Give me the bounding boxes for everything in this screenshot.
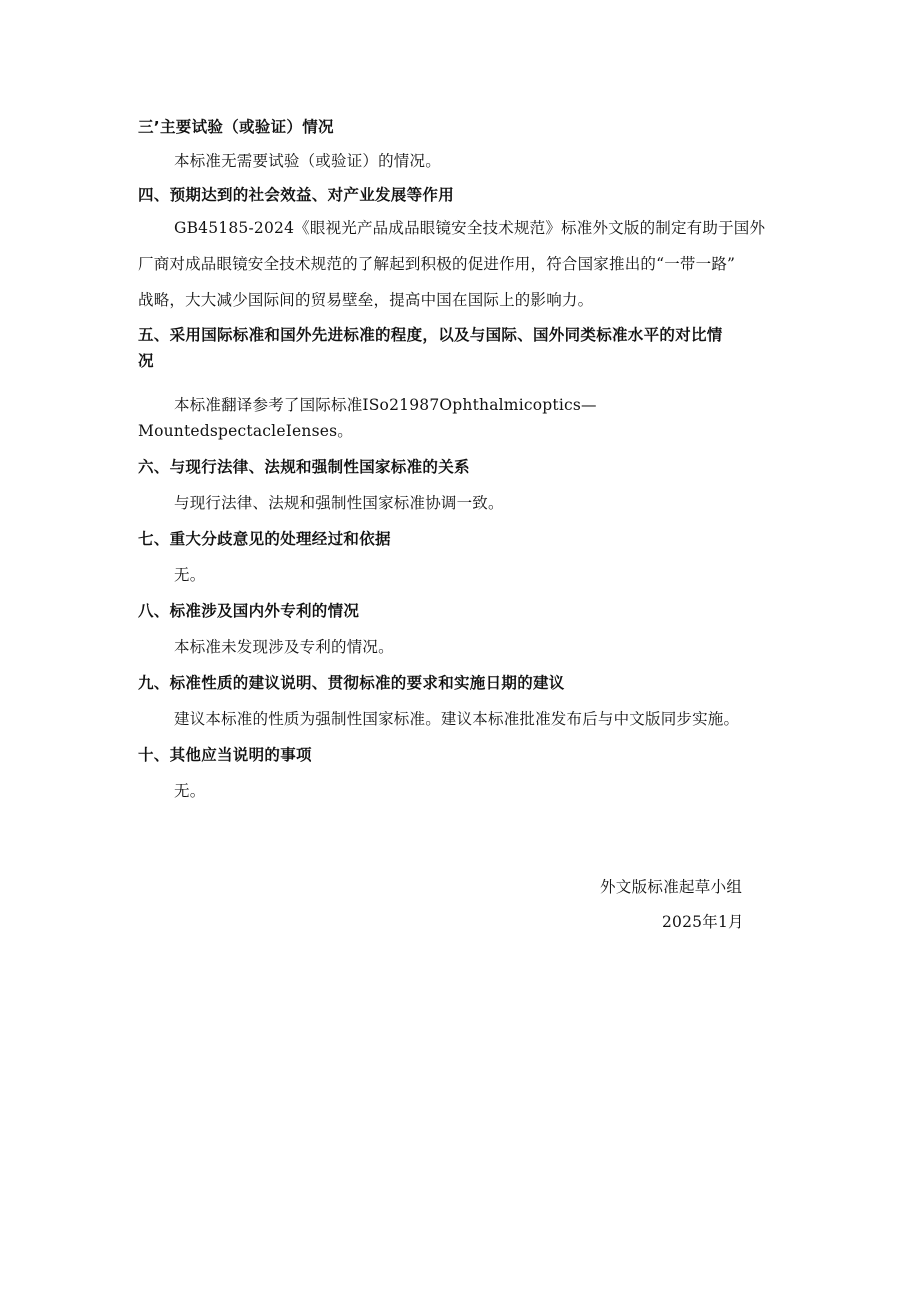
section-body-5: 本标准翻译参考了国际标准ISo21987Ophthalmicoptics—MountedspectacleIenses。 [138, 396, 597, 440]
section-3 [138, 114, 798, 174]
section-6 [138, 454, 798, 516]
section-4 [138, 182, 798, 318]
section-body-3: 本标准无需要试验（或验证）的情况。 [174, 152, 441, 170]
section-heading-4: 四、预期达到的社会效益、对产业发展等作用 [138, 186, 455, 204]
section-body-10: 无。 [174, 782, 206, 800]
section-8 [138, 598, 798, 660]
section-heading-5-line-2: 况 [138, 352, 154, 370]
section-heading-5-line-1: 五、采用国际标准和国外先进标准的程度，以及与国际、国外同类标准水平的对比情 [138, 326, 723, 344]
document-date: 2025年1月 [662, 913, 744, 931]
section-heading-7: 七、重大分歧意见的处理经过和依据 [138, 530, 391, 548]
section-heading-3: 三’主要试验（或验证）情况 [138, 118, 334, 136]
section-heading-9: 九、标准性质的建议说明、贯彻标准的要求和实施日期的建议 [138, 674, 565, 692]
section-heading-8: 八、标准涉及国内外专利的情况 [138, 602, 360, 620]
section-9 [138, 670, 798, 732]
section-body-4-line-1: GB45185-2024《眼视光产品成品眼镜安全技术规范》标准外文版的制定有助于国外 [174, 219, 766, 237]
section-body-4 [138, 210, 798, 318]
section-10 [138, 742, 798, 804]
section-body-8: 本标准未发现涉及专利的情况。 [174, 638, 394, 656]
section-7 [138, 526, 798, 588]
section-heading-10: 十、其他应当说明的事项 [138, 746, 312, 764]
section-body-9: 建议本标准的性质为强制性国家标准。建议本标准批准发布后与中文版同步实施。 [174, 710, 740, 728]
document-body [138, 114, 798, 804]
section-body-4-line-3: 战略，大大减少国际间的贸易壁垒，提高中国在国际上的影响力。 [138, 291, 594, 309]
drafting-group-signature: 外文版标准起草小组 [600, 878, 743, 896]
section-body-6: 与现行法律、法规和强制性国家标准协调一致。 [174, 494, 504, 512]
section-body-7: 无。 [174, 566, 206, 584]
section-5 [138, 322, 798, 444]
section-heading-6: 六、与现行法律、法规和强制性国家标准的关系 [138, 458, 470, 476]
section-body-4-line-2: 厂商对成品眼镜安全技术规范的了解起到积极的促进作用，符合国家推出的“一带一路” [138, 255, 736, 273]
